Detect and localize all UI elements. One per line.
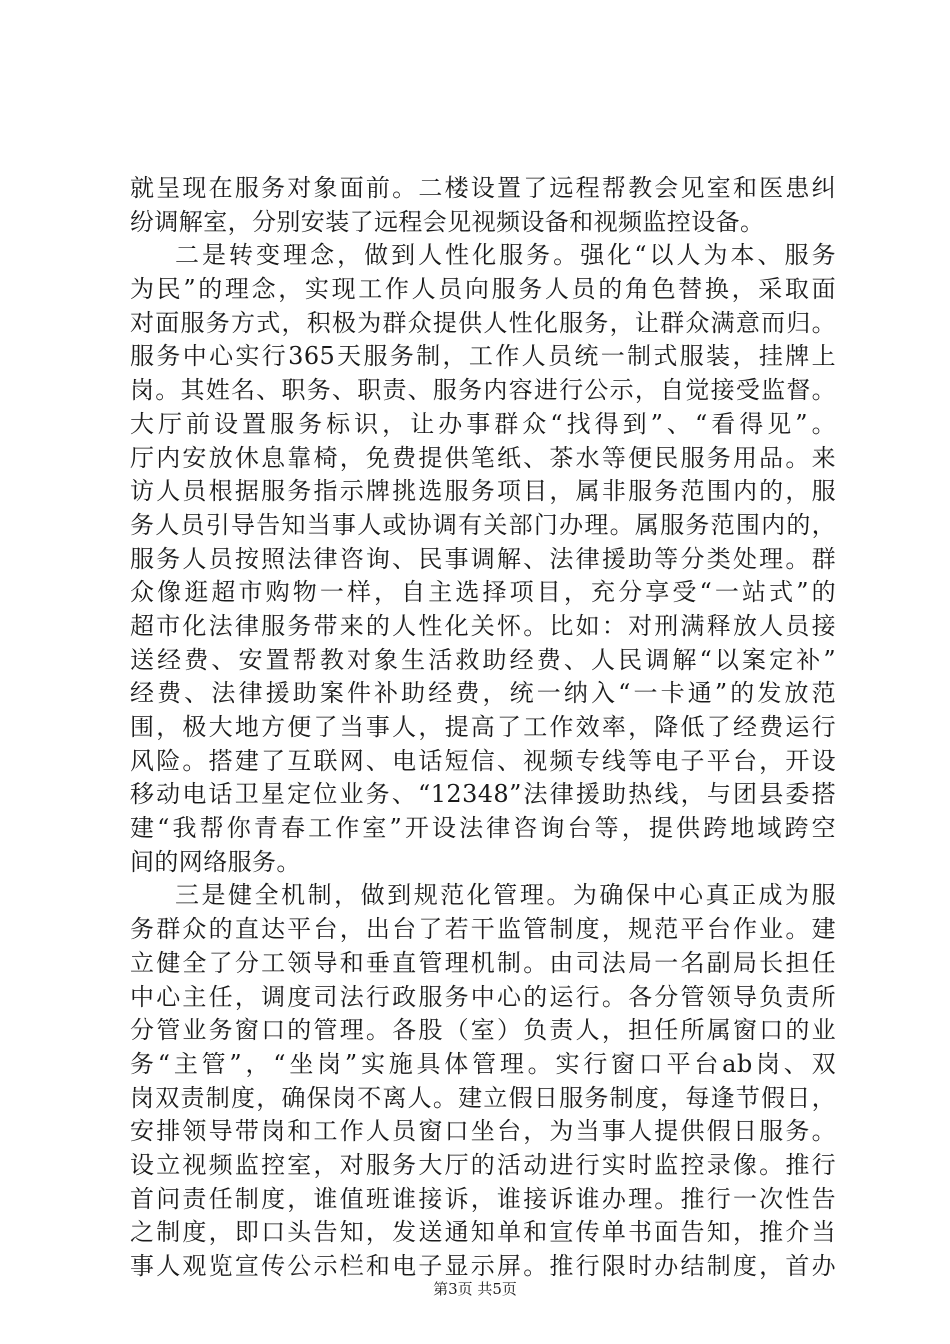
document-body — [130, 172, 836, 1284]
text-line: 之制度，即口头告知，发送通知单和宣传单书面告知，推介当 — [130, 1218, 836, 1247]
text-line: 大厅前设置服务标识，让办事群众“找得到”、“看得见”。 — [130, 409, 836, 438]
text-line: 安排领导带岗和工作人员窗口坐台，为当事人提供假日服务。 — [130, 1117, 836, 1146]
text-line: 纷调解室，分别安装了远程会见视频设备和视频监控设备。 — [130, 207, 765, 236]
text-line: 服务人员按照法律咨询、民事调解、法律援助等分类处理。群 — [130, 544, 836, 573]
page-footer: 第3页 共5页 — [433, 1280, 517, 1298]
text-line: 务“主管”，“坐岗”实施具体管理。实行窗口平台ab岗、双 — [130, 1049, 836, 1078]
text-line: 送经费、安置帮教对象生活救助经费、人民调解“以案定补” — [130, 645, 836, 674]
text-line: 就呈现在服务对象面前。二楼设置了远程帮教会见室和医患纠 — [130, 174, 836, 202]
text-line: 为民”的理念，实现工作人员向服务人员的角色替换，采取面 — [130, 275, 836, 304]
text-line: 对面服务方式，积极为群众提供人性化服务，让群众满意而归。 — [130, 308, 836, 337]
text-line: 分管业务窗口的管理。各股（室）负责人，担任所属窗口的业 — [130, 1016, 836, 1045]
text-line: 建“我帮你青春工作室”开设法律咨询台等，提供跨地域跨空 — [130, 814, 836, 843]
text-line: 岗双责制度，确保岗不离人。建立假日服务制度，每逢节假日， — [130, 1083, 836, 1112]
text-line: 三是健全机制，做到规范化管理。为确保中心真正成为服 — [175, 881, 836, 910]
text-line: 众像逛超市购物一样，自主选择项目，充分享受“一站式”的 — [130, 578, 836, 607]
text-line: 务人员引导告知当事人或协调有关部门办理。属服务范围内的， — [130, 510, 836, 539]
text-line: 风险。搭建了互联网、电话短信、视频专线等电子平台，开设 — [130, 746, 836, 775]
text-line: 岗。其姓名、职务、职责、服务内容进行公示，自觉接受监督。 — [130, 376, 836, 405]
text-line: 二是转变理念，做到人性化服务。强化“以人为本、服务 — [175, 241, 836, 270]
text-line: 立健全了分工领导和垂直管理机制。由司法局一名副局长担任 — [130, 948, 836, 977]
text-line: 超市化法律服务带来的人性化关怀。比如：对刑满释放人员接 — [130, 611, 836, 640]
text-line: 事人观览宣传公示栏和电子显示屏。推行限时办结制度，首办 — [130, 1252, 836, 1280]
text-line: 经费、法律援助案件补助经费，统一纳入“一卡通”的发放范 — [130, 679, 836, 708]
text-line: 访人员根据服务指示牌挑选服务项目，属非服务范围内的，服 — [130, 477, 836, 506]
text-line: 间的网络服务。 — [130, 847, 301, 876]
text-line: 首问责任制度，谁值班谁接诉，谁接诉谁办理。推行一次性告 — [130, 1184, 836, 1213]
text-line: 厅内安放休息靠椅，免费提供笔纸、茶水等便民服务用品。来 — [130, 443, 836, 472]
text-line: 服务中心实行365天服务制，工作人员统一制式服装，挂牌上 — [130, 342, 836, 371]
text-line: 中心主任，调度司法行政服务中心的运行。各分管领导负责所 — [130, 982, 836, 1011]
text-line: 设立视频监控室，对服务大厅的活动进行实时监控录像。推行 — [130, 1150, 836, 1179]
text-line: 移动电话卫星定位业务、“12348”法律援助热线，与团县委搭 — [130, 780, 836, 809]
text-line: 围，极大地方便了当事人，提高了工作效率，降低了经费运行 — [130, 713, 836, 741]
text-line: 务群众的直达平台，出台了若干监管制度，规范平台作业。建 — [130, 915, 836, 944]
